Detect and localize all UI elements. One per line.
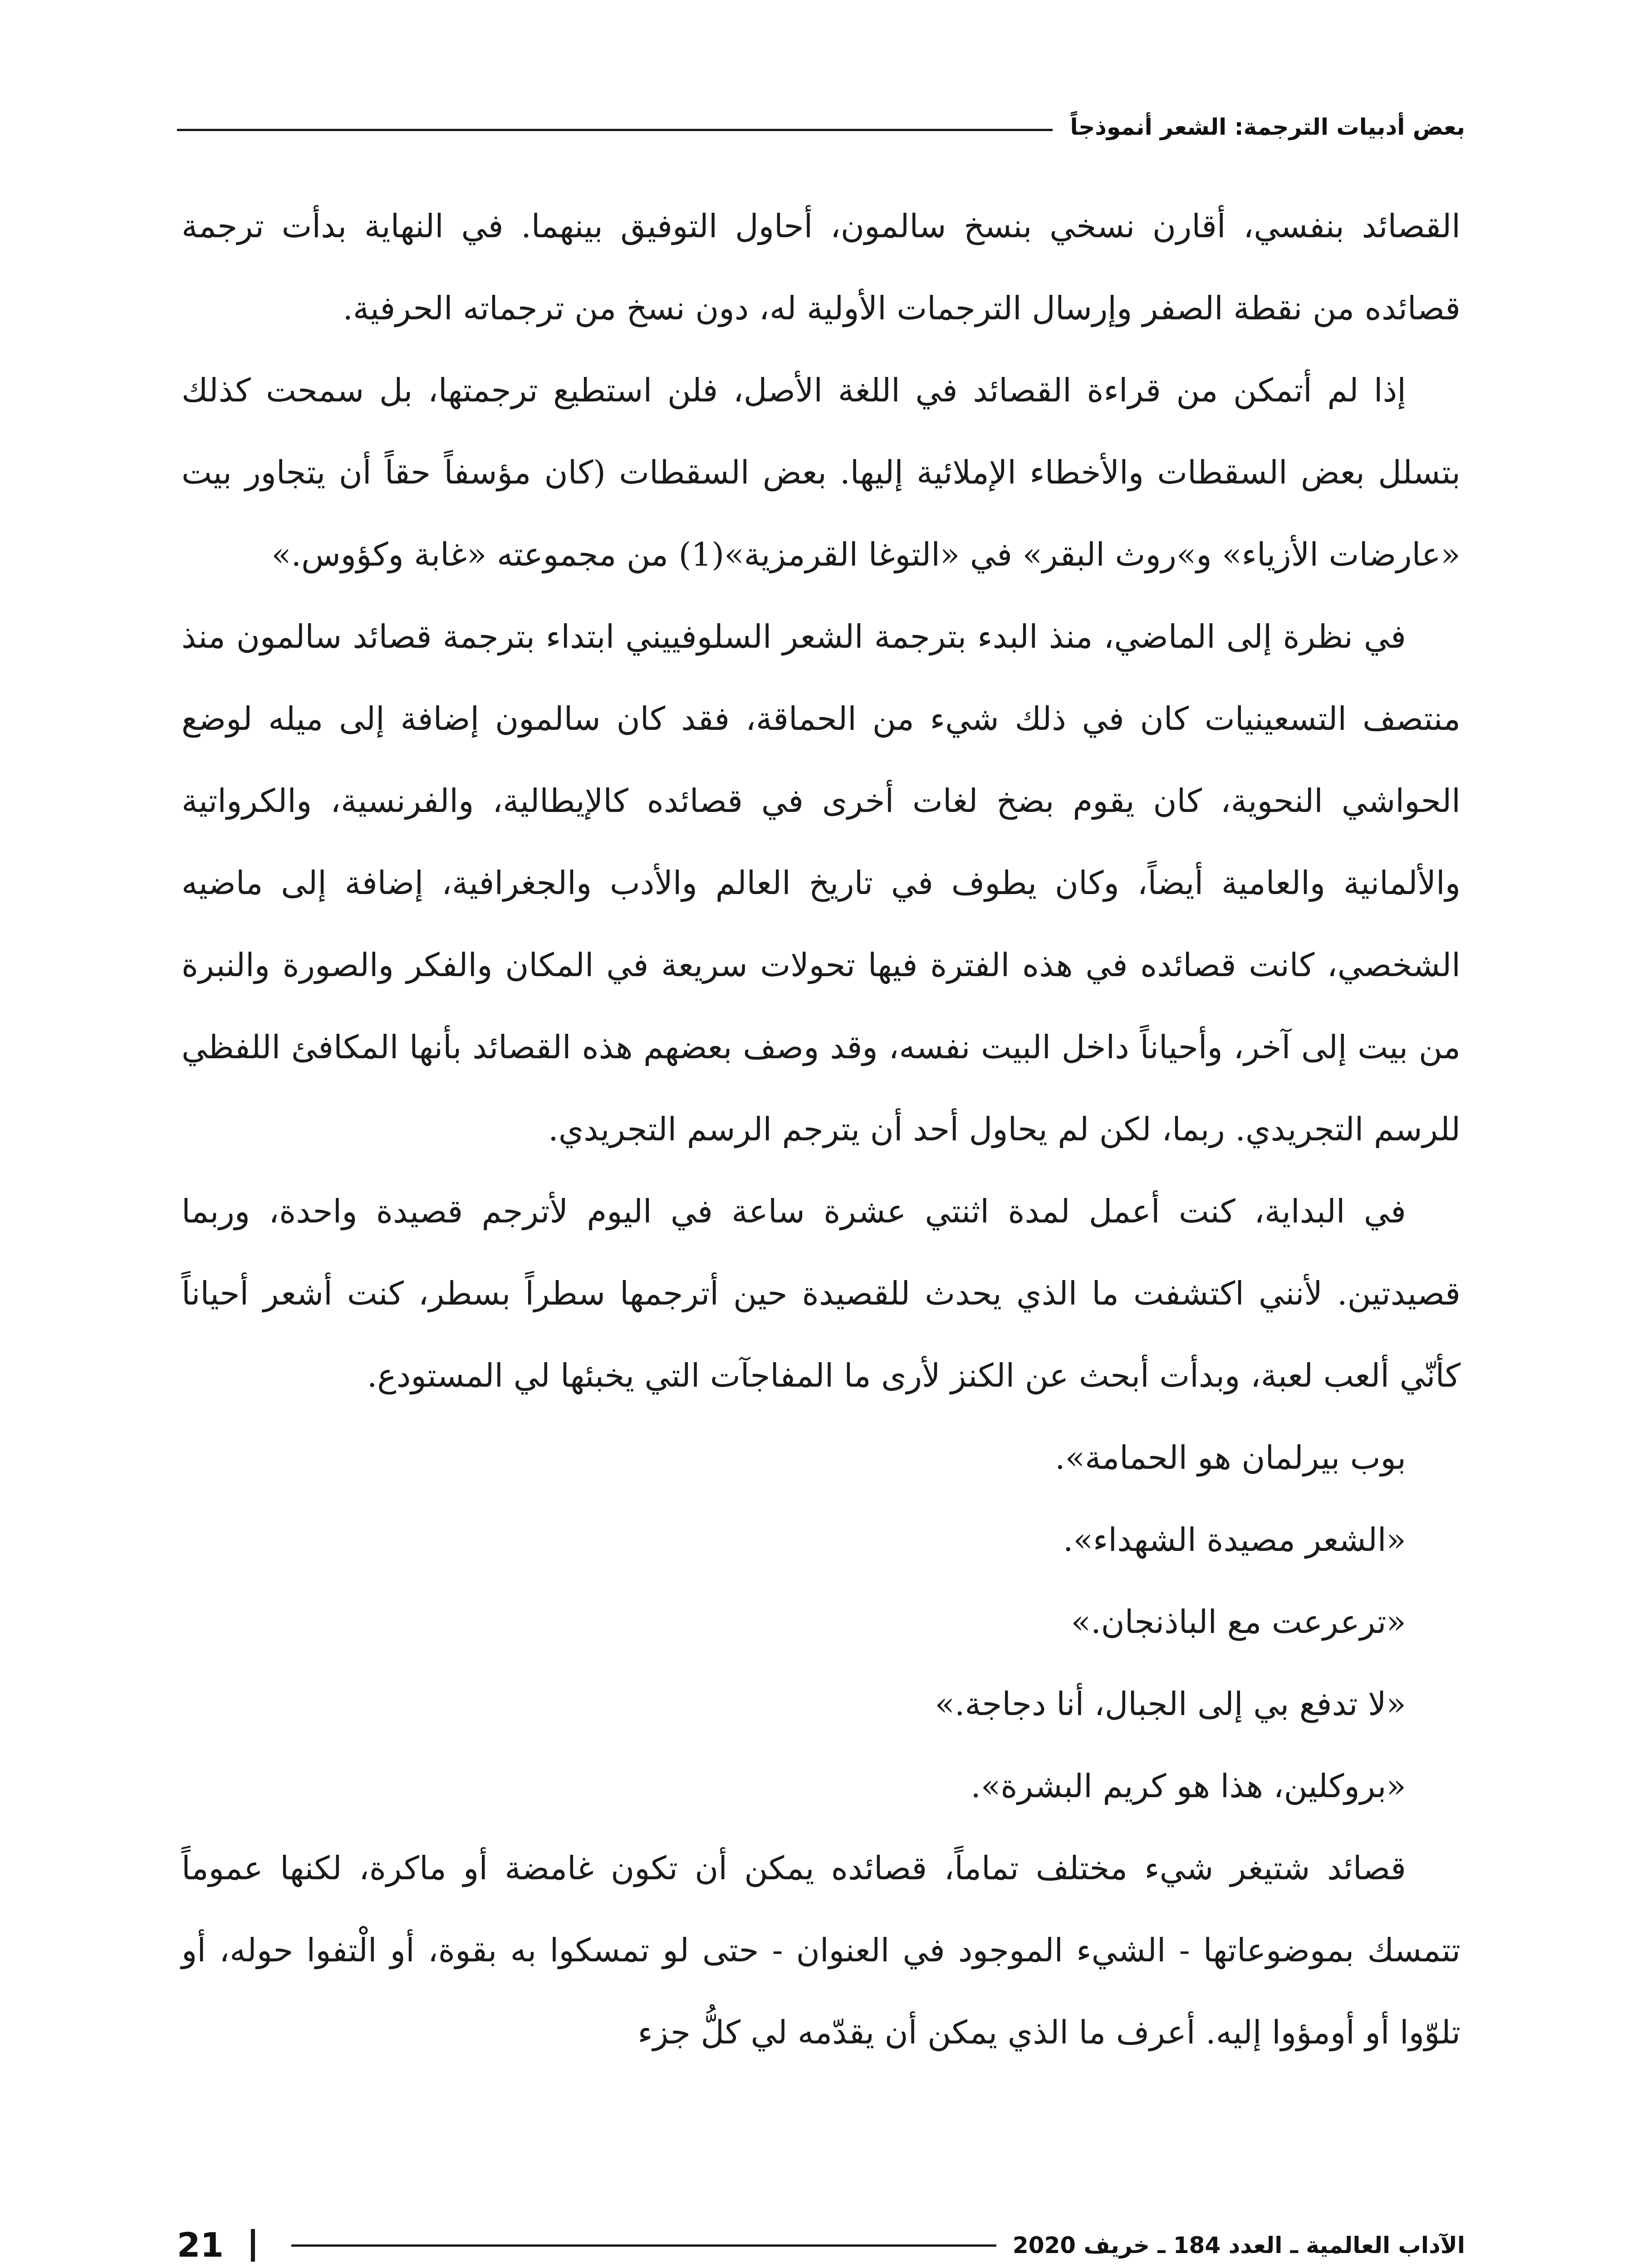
page-footer xyxy=(177,2223,1465,2268)
issue-info: الآداب العالمية ـ العدد 184 ـ خريف 2020 xyxy=(1012,2232,1465,2258)
paragraph: في نظرة إلى الماضي، منذ البدء بترجمة الشعر السلوفييني ابتداء بترجمة قصائد سالمون منذ منتصف التسعينيات كان في ذلك شيء من الحماقة، فقد كان سالمون إضافة إلى ميله لوضع الحواشي النحوية، كان يقوم بضخ لغات أخرى في قصائده كالإيطالية، والفرنسية، والكرواتية والألمانية والعامية أيضاً، وكان يطوف في تاريخ العالم والأدب والجغرافية، إضافة إلى ماضيه الشخصي، كانت قصائده في هذه الفترة فيها تحولات سريعة في المكان والفكر والصورة والنبرة من بيت إلى آخر، وأحياناً داخل البيت نفسه، وقد وصف بعضهم هذه القصائد بأنها المكافئ اللفظي للرسم التجريدي. ربما، لكن لم يحاول أحد أن يترجم الرسم التجريدي. xyxy=(181,618,1461,1148)
verse-line: بوب بيرلمان هو الحمامة». xyxy=(1055,1439,1406,1476)
article-body xyxy=(181,185,1461,2073)
paragraph-continued: القصائد بنفسي، أقارن نسخي بنسخ سالمون، أحاول التوفيق بينهما. في النهاية بدأت ترجمة قصائده من نقطة الصفر وإرسال الترجمات الأولية له، دون نسخ من ترجماته الحرفية. xyxy=(181,207,1461,327)
verse-line: «الشعر مصيدة الشهداء». xyxy=(1063,1521,1406,1559)
footer-rule xyxy=(291,2244,996,2247)
running-header xyxy=(177,109,1465,145)
paragraph: في البداية، كنت أعمل لمدة اثنتي عشرة ساعة في اليوم لأترجم قصيدة واحدة، وربما قصيدتين. لأنني اكتشفت ما الذي يحدث للقصيدة حين أترجمها سطراً بسطر، كنت أشعر أحياناً كأنّي ألعب لعبة، وبدأت أبحث عن الكنز لأرى ما المفاجآت التي يخبئها لي المستودع. xyxy=(181,1193,1461,1394)
verse-line: «بروكلين، هذا هو كريم البشرة». xyxy=(970,1767,1406,1805)
quoted-verses xyxy=(181,1417,1461,1827)
running-title: بعض أدبيات الترجمة: الشعر أنموذجاً xyxy=(1070,114,1465,140)
paragraph: إذا لم أتمكن من قراءة القصائد في اللغة الأصل، فلن استطيع ترجمتها، بل سمحت كذلك بتسلل بعض السقطات والأخطاء الإملائية إليها. بعض السقطات (كان مؤسفاً حقاً أن يتجاور بيت «عارضات الأزياء» و»روث البقر» في «التوغا القرمزية»(1) من مجموعته «غابة وكؤوس.» xyxy=(181,371,1461,573)
verse-line: «لا تدفع بي إلى الجبال، أنا دجاجة.» xyxy=(935,1685,1406,1723)
verse-line: «ترعرعت مع الباذنجان.» xyxy=(1071,1603,1406,1641)
header-rule xyxy=(177,129,1053,131)
paragraph: قصائد شتيغر شيء مختلف تماماً، قصائده يمكن أن تكون غامضة أو ماكرة، لكنها عموماً تتمسك بموضوعاتها - الشيء الموجود في العنوان - حتى لو تمسكوا به بقوة، أو الْتفوا حوله، أو تلوّوا أو أومؤوا إليه. أعرف ما الذي يمكن أن يقدّمه لي كلُّ جزء xyxy=(181,1849,1461,2051)
page-number: 21 xyxy=(177,2226,224,2265)
footer-separator xyxy=(251,2229,255,2262)
